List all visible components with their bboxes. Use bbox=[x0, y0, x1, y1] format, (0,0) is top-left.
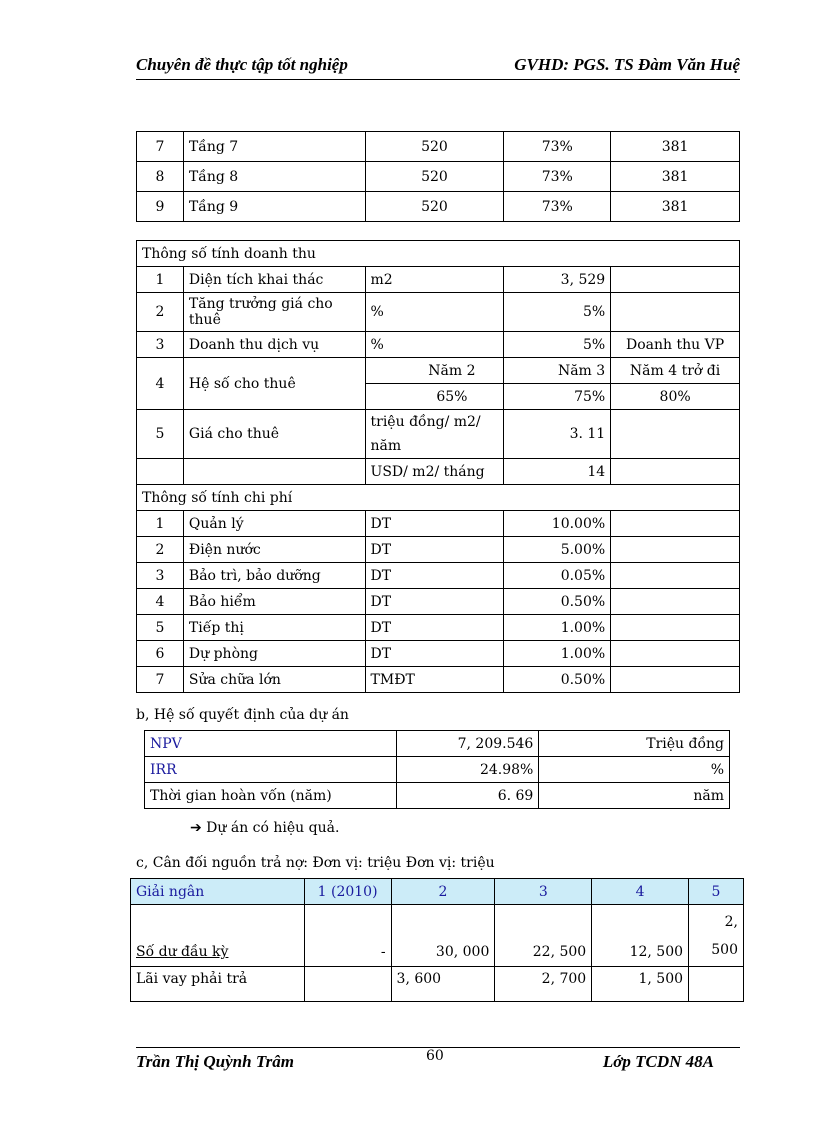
table-row: 5 Tiếp thị DT 1.00% bbox=[137, 615, 740, 641]
table-row: IRR 24.98% % bbox=[145, 757, 730, 783]
page-footer bbox=[136, 1047, 740, 1078]
table-header-row: Giải ngân 1 (2010) 2 3 4 5 bbox=[131, 879, 744, 905]
table-row: Thời gian hoàn vốn (năm) 6. 69 năm bbox=[145, 783, 730, 809]
table-row: 65% 75% 80% bbox=[137, 384, 740, 410]
header-left: Chuyên đề thực tập tốt nghiệp bbox=[136, 55, 348, 74]
section-b-heading: b, Hệ số quyết định của dự án bbox=[136, 707, 349, 723]
table-row: 3 Bảo trì, bảo dưỡng DT 0.05% bbox=[137, 563, 740, 589]
header-right: GVHD: PGS. TS Đàm Văn Huệ bbox=[514, 55, 740, 74]
cost-section-title: Thông số tính chi phí bbox=[137, 485, 740, 511]
revenue-section-title: Thông số tính doanh thu bbox=[137, 241, 740, 267]
table-row: 9 Tầng 9 520 73% 381 bbox=[137, 192, 740, 222]
table-row: 2 Điện nước DT 5.00% bbox=[137, 537, 740, 563]
debt-table bbox=[130, 878, 744, 1002]
table-row: 1 Quản lý DT 10.00% bbox=[137, 511, 740, 537]
floor-table bbox=[136, 131, 740, 222]
table-row: USD/ m2/ tháng 14 bbox=[137, 459, 740, 485]
table-row: 5 Giá cho thuê triệu đồng/ m2/ năm 3. 11 bbox=[137, 410, 740, 459]
conclusion-text: ➔ Dự án có hiệu quả. bbox=[190, 820, 340, 836]
section-c-heading: c, Cân đối nguồn trả nợ: Đơn vị: triệu Đơn vị: triệu bbox=[136, 855, 495, 871]
indicators-table bbox=[144, 730, 730, 809]
table-row: NPV 7, 209.546 Triệu đồng bbox=[145, 731, 730, 757]
table-row: 4 Hệ số cho thuê Năm 2 Năm 3 Năm 4 trở đi bbox=[137, 358, 740, 384]
table-row: 4 Bảo hiểm DT 0.50% bbox=[137, 589, 740, 615]
table-row: 2 Tăng trưởng giá cho thuê % 5% bbox=[137, 293, 740, 332]
table-row: 1 Diện tích khai thác m2 3, 529 bbox=[137, 267, 740, 293]
table-row: 8 Tầng 8 520 73% 381 bbox=[137, 162, 740, 192]
table-row: 7 Sửa chữa lớn TMĐT 0.50% bbox=[137, 667, 740, 693]
table-row: Lãi vay phải trả 3, 600 2, 700 1, 500 bbox=[131, 967, 744, 1002]
table-row: 3 Doanh thu dịch vụ % 5% Doanh thu VP bbox=[137, 332, 740, 358]
footer-author: Trần Thị Quỳnh Trâm bbox=[136, 1052, 294, 1071]
page-number: 60 bbox=[426, 1048, 444, 1064]
footer-class: Lớp TCDN 48A bbox=[602, 1052, 714, 1071]
page-header bbox=[136, 55, 740, 80]
table-row: 6 Dự phòng DT 1.00% bbox=[137, 641, 740, 667]
parameters-table bbox=[136, 240, 740, 693]
table-row: 7 Tầng 7 520 73% 381 bbox=[137, 132, 740, 162]
table-row: Số dư đầu kỳ - 30, 000 22, 500 12, 500 2, 500 bbox=[131, 905, 744, 967]
